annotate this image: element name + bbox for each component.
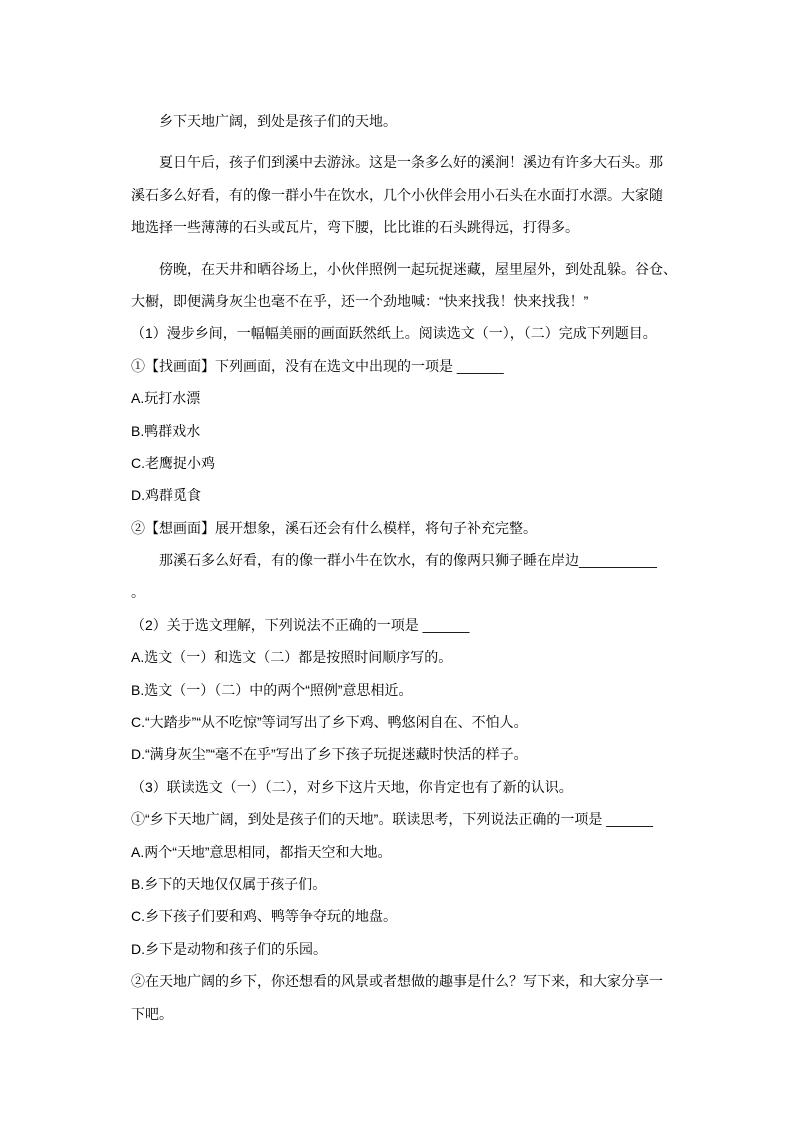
sub-question-line: ①“乡下天地广阔，到处是孩子们的天地”。联读思考，下列说法正确的一项是 ______	[131, 811, 653, 828]
sub-question-line: ②【想画面】展开想象，溪石还会有什么模样，将句子补充完整。	[131, 519, 537, 536]
option-line: C.“大踏步”“从不吃惊”等词写出了乡下鸡、鸭悠闲自在、不怕人。	[131, 714, 528, 731]
option-line: D.“满身灰尘”“毫不在乎”写出了乡下孩子玩捉迷藏时快活的样子。	[131, 746, 528, 763]
question-line: （2）关于选文理解，下列说法不正确的一项是 ______	[131, 616, 470, 633]
option-line: B.选文（一）（二）中的两个“照例”意思相近。	[131, 681, 413, 698]
narrative-line: 溪石多么好看，有的像一群小牛在饮水，几个小伙伴会用小石头在水面打水漂。大家随	[131, 186, 663, 203]
option-line: D.鸡群觅食	[131, 487, 201, 504]
continuation-line: 下吧。	[131, 1005, 173, 1022]
document-body	[131, 105, 677, 1030]
option-line: A.选文（一）和选文（二）都是按照时间顺序写的。	[131, 649, 453, 666]
option-line: A.玩打水漂	[131, 390, 201, 407]
question-line: （1）漫步乡间，一幅幅美丽的画面跃然纸上。阅读选文（一），（二）完成下列题目。	[131, 325, 657, 342]
narrative-line: 地选择一些薄薄的石头或瓦片，弯下腰，比比谁的石头跳得远，打得多。	[131, 219, 579, 236]
continuation-line: 。	[131, 584, 145, 601]
option-line: C.老鹰捉小鸡	[131, 454, 215, 471]
sub-question-line: ①【找画面】下列画面，没有在选文中出现的一项是 ______	[131, 357, 504, 374]
option-line: C.乡下孩子们要和鸡、鸭等争夺玩的地盘。	[131, 908, 397, 925]
narrative-line: 傍晚，在天井和晒谷场上，小伙伴照例一起玩捉迷藏，屋里屋外，到处乱躲。谷仓、	[159, 260, 677, 277]
option-line: B.鸭群戏水	[131, 422, 201, 439]
narrative-line: 乡下天地广阔，到处是孩子们的天地。	[159, 113, 397, 129]
narrative-line: 大橱，即便满身灰尘也毫不在乎，还一个劲地喊：“快来找我！快来找我！”	[131, 292, 589, 309]
question-line: （3）联读选文（一）（二），对乡下这片天地，你肯定也有了新的认识。	[131, 778, 573, 795]
option-line: D.乡下是动物和孩子们的乐园。	[131, 940, 327, 957]
fill-blank-line: 那溪石多么好看，有的像一群小牛在饮水，有的像两只狮子睡在岸边__________	[159, 552, 657, 569]
option-line: B.乡下的天地仅仅属于孩子们。	[131, 875, 327, 892]
narrative-line: 夏日午后，孩子们到溪中去游泳。这是一条多么好的溪涧！溪边有许多大石头。那	[159, 154, 663, 171]
sub-question-line: ②在天地广阔的乡下，你还想看的风景或者想做的趣事是什么？写下来，和大家分享一	[131, 973, 663, 990]
option-line: A.两个“天地”意思相同，都指天空和大地。	[131, 843, 392, 860]
